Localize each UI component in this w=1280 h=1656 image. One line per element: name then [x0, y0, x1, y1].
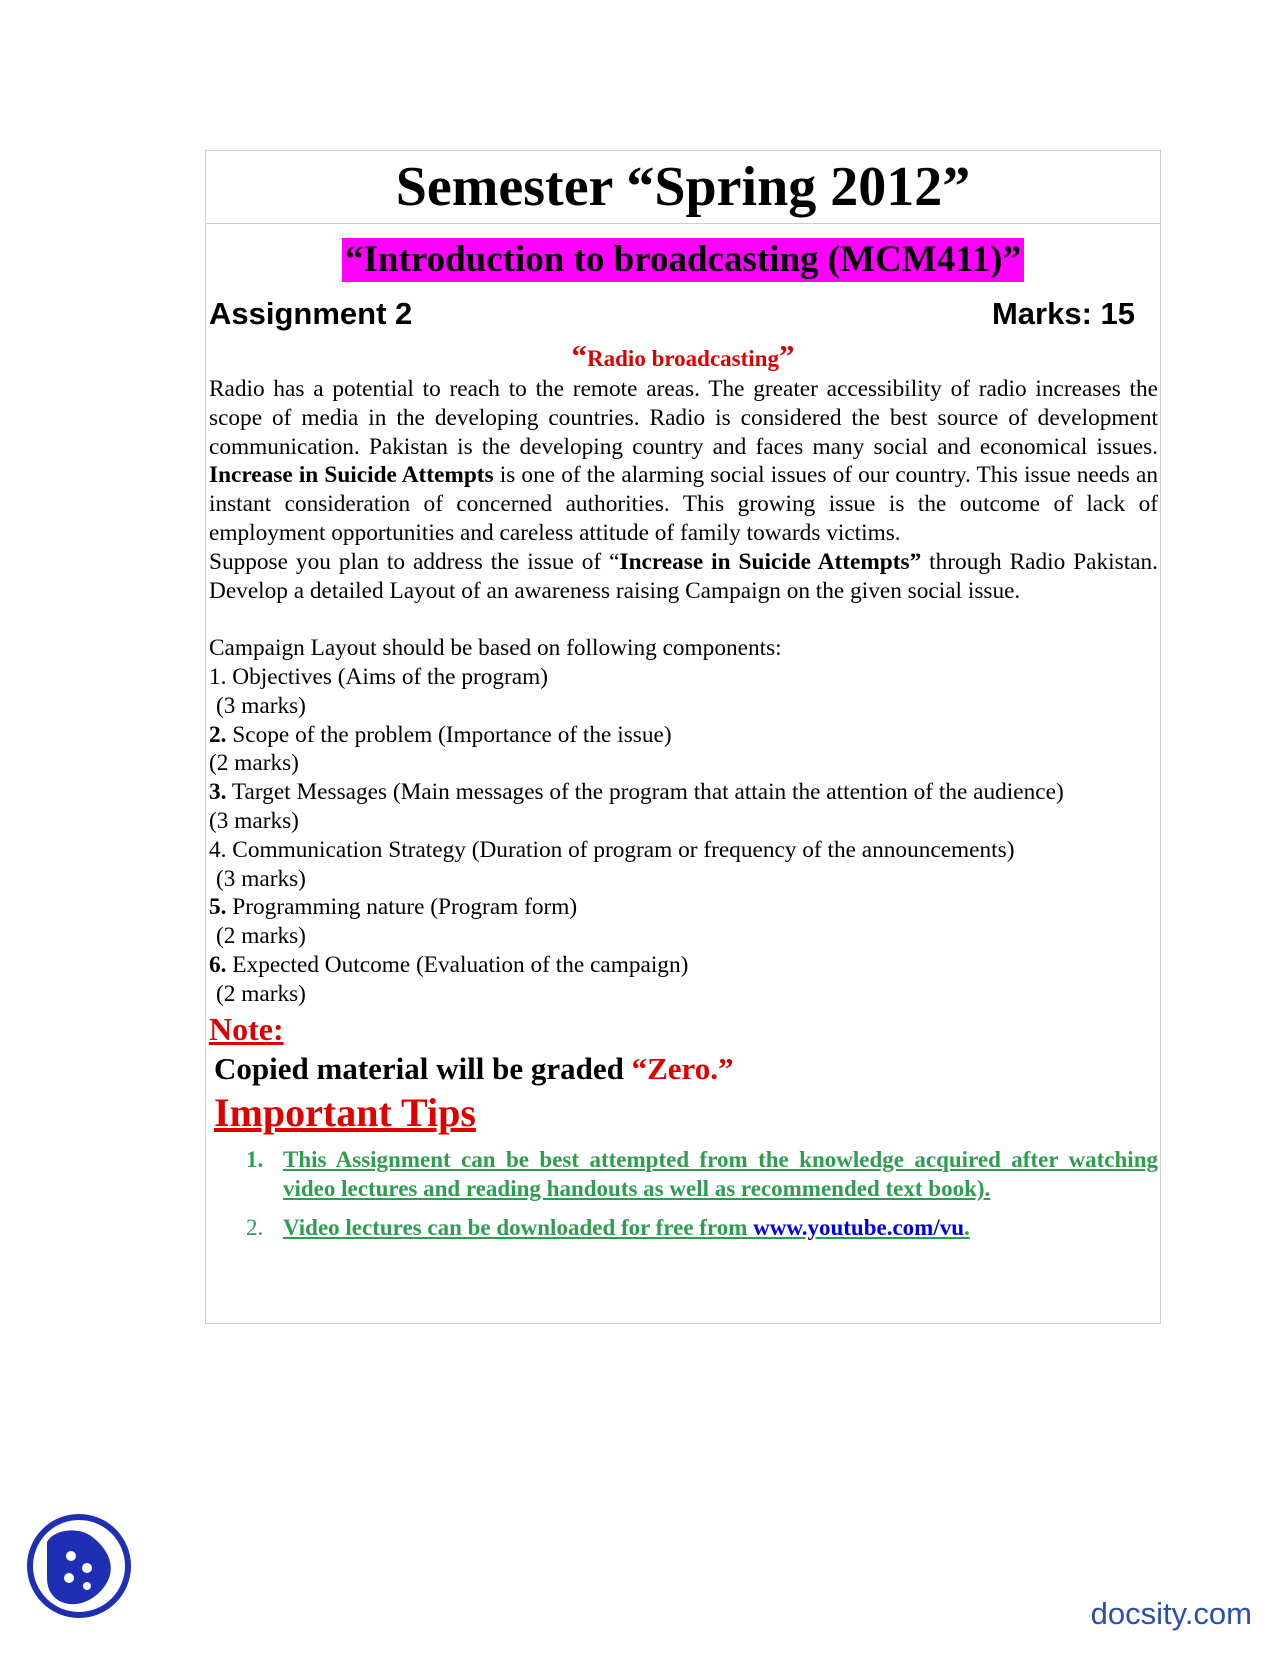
component-item: [209, 663, 1158, 692]
component-number: 5.: [209, 894, 227, 921]
component-text: Target Messages (Main messages of the program that attain the attention of the audience): [226, 779, 1064, 806]
tip-item: [206, 1145, 1158, 1203]
component-marks: (2 marks): [209, 750, 299, 777]
tip-text-end: .: [964, 1214, 970, 1240]
note-label: Note:: [209, 1010, 284, 1047]
zero-grade-text: “Zero.”: [631, 1050, 734, 1086]
copied-warning-text: Copied material will be graded: [214, 1050, 632, 1086]
title-row: [206, 151, 1160, 224]
task-paragraph: [209, 548, 1158, 606]
component-item: [209, 778, 1158, 807]
intro-text-1: Radio has a potential to reach to the remote areas. The greater accessibility of radio increases the scope of media in the developing countries. Radio is considered the best source of development communication. Pakistan is the developing country and faces many social and economical issues.: [209, 376, 1158, 460]
topic-open-quote: “: [571, 338, 588, 373]
component-number: 6.: [209, 951, 227, 978]
tip-number: 2.: [246, 1214, 264, 1240]
topic-close-quote: ”: [778, 338, 795, 373]
assignment-row: [206, 290, 1160, 340]
component-marks: (3 marks): [216, 865, 306, 892]
tip-text: [283, 1213, 1158, 1242]
topic-heading: [206, 340, 1160, 375]
component-text: Scope of the problem (Importance of the issue): [226, 721, 672, 748]
youtube-link[interactable]: www.youtube.com/vu: [753, 1214, 965, 1240]
course-title: “Introduction to broadcasting (MCM411)”: [342, 238, 1024, 282]
assignment-body: [206, 375, 1160, 1009]
component-item: [209, 836, 1158, 865]
topic-text: Radio broadcasting: [587, 346, 779, 371]
spacer: [209, 605, 1158, 634]
component-marks: (2 marks): [216, 980, 306, 1007]
intro-bold-issue: Increase in Suicide Attempts: [209, 462, 494, 489]
task-bold-issue: Increase in Suicide Attempts”: [619, 548, 922, 575]
copied-warning: [214, 1049, 1160, 1089]
component-item: [209, 951, 1158, 980]
component-item: [209, 721, 1158, 750]
tip-text-content: Video lectures can be downloaded for free from: [283, 1214, 754, 1240]
task-text-2: through Radio Pakistan. Develop a detailed Layout of an awareness raising Campaign on the given social issue.: [209, 548, 1158, 604]
component-number: 3.: [209, 779, 227, 806]
component-text: Communication Strategy (Duration of program or frequency of the announcements): [226, 836, 1015, 863]
component-marks: (3 marks): [216, 692, 306, 719]
component-text: Objectives (Aims of the program): [226, 663, 549, 690]
tip-number: 1.: [246, 1146, 264, 1172]
tips-list: [206, 1145, 1160, 1242]
components-intro: Campaign Layout should be based on following components:: [209, 635, 782, 662]
component-marks: (3 marks): [209, 807, 299, 834]
document-frame: [205, 150, 1161, 1324]
task-text-1: Suppose you plan to address the issue of “: [209, 548, 620, 575]
component-number: 4.: [209, 836, 227, 863]
docsity-logo-icon[interactable]: [25, 1512, 133, 1620]
component-text: Expected Outcome (Evaluation of the campaign): [226, 951, 689, 978]
intro-paragraph: [209, 375, 1158, 548]
marks-label: Marks: 15: [991, 296, 1135, 331]
component-number: 1.: [209, 663, 227, 690]
component-text: Programming nature (Program form): [226, 894, 578, 921]
subtitle-row: [206, 238, 1160, 282]
tip-text: This Assignment can be best attempted from the knowledge acquired after watching video lectures and reading handouts as well as recommended text book).: [283, 1146, 1158, 1201]
docsity-brand-link[interactable]: docsity.com: [1090, 1596, 1252, 1631]
component-number: 2.: [209, 721, 227, 748]
tip-item: [206, 1213, 1158, 1242]
assignment-label: Assignment 2: [209, 296, 413, 331]
component-marks: (2 marks): [216, 923, 306, 950]
page-title: Semester “Spring 2012”: [395, 156, 971, 218]
important-tips-heading: Important Tips: [214, 1089, 476, 1135]
intro-text-2: is one of the alarming social issues of our country. This issue needs an instant consideration of concerned authorities. This growing issue is the outcome of lack of employment opportunities and careless attitude of family towards victims.: [209, 462, 1158, 546]
component-item: [209, 893, 1158, 922]
